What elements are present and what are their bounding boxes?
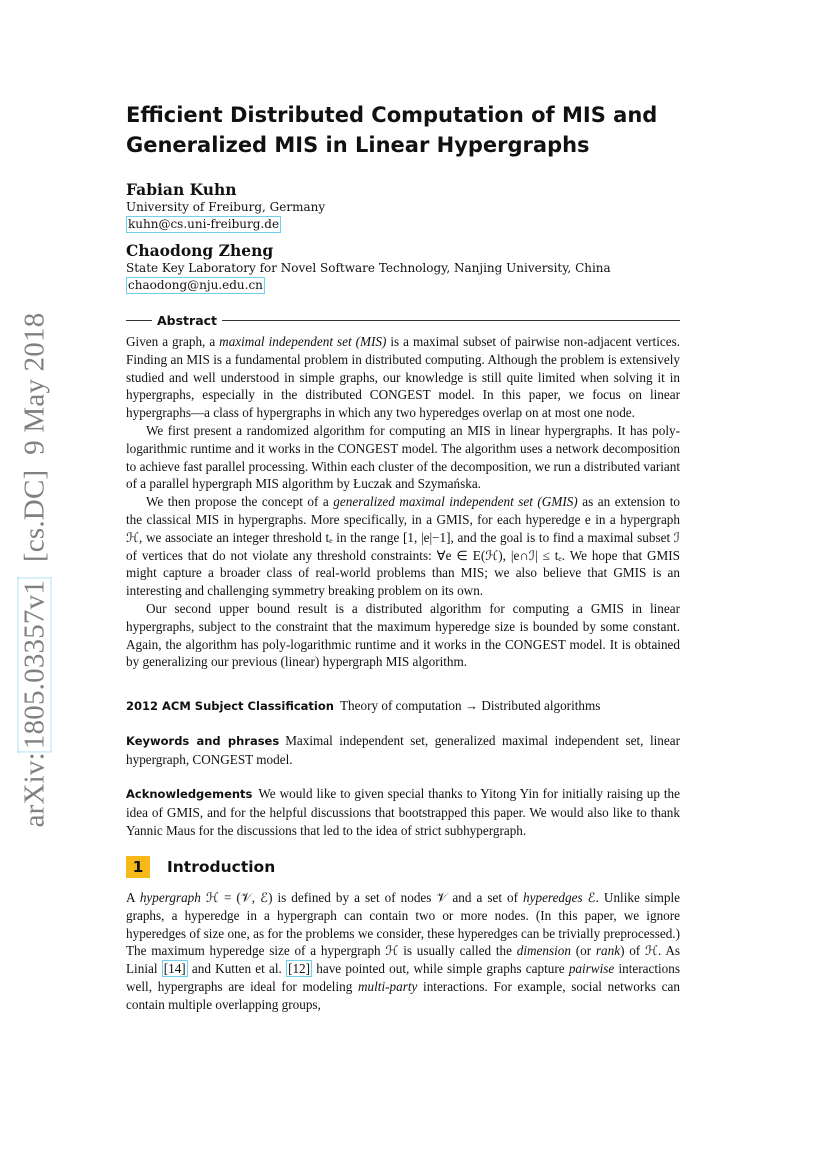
acknowledgements (126, 785, 680, 839)
text-run: ) of ℋ. As Linial (126, 943, 680, 977)
text-run: (or (570, 943, 596, 959)
arxiv-category-date: [cs.DC] 9 May 2018 (18, 312, 51, 577)
text-run: Given a graph, a (126, 334, 220, 349)
section-number: 1 (126, 856, 150, 878)
text-run: interactions. For example, social networks can contain multiple overlapping groups, (126, 978, 680, 1012)
emphasis: multi-party (358, 978, 418, 994)
text-run: ℰ. Unlike simple graphs, a hyperedge in a hypergraph can contain two or more nodes. (In this paper, we ignore hyperedges of size one, as for the problems we consider, these hyperedges can be trivially preprocessed.) The maximum hyperedge size of a hypergraph ℋ is usually called the (126, 890, 680, 959)
acknowledgements-label: Acknowledgements (126, 787, 253, 801)
acm-classification (126, 697, 680, 716)
author-affiliation: University of Freiburg, Germany (126, 200, 326, 214)
abstract-rule (222, 320, 680, 321)
text-run: We then propose the concept of a (146, 494, 334, 510)
text-run: is a maximal subset of pairwise non-adjacent vertices. Finding an MIS is a fundamental problem in distributed computing. Although the problem is extensively studied and well understood in simple graphs, our knowledge is still quite limited when solving it in hypergraphs, especially in the distributed CONGEST model. In this paper, we focus on linear hypergraphs—a class of hypergraphs in which any two hyperedges overlap on at most one node. (126, 334, 680, 421)
title-line-1: Efficient Distributed Computation of MIS and (126, 103, 658, 127)
section-heading (126, 855, 275, 879)
text-run: ℋ = (𝒱, ℰ) is defined by a set of nodes 𝒱 and a set of (200, 890, 524, 905)
intro-paragraph (126, 889, 680, 1014)
section-title: Introduction (167, 858, 276, 876)
title-line-2: Generalized MIS in Linear Hypergraphs (126, 133, 590, 157)
author-email-link[interactable]: chaodong@nju.edu.cn (128, 278, 263, 292)
acm-text: Theory of computation → Distributed algorithms (339, 698, 601, 713)
paper-title (126, 100, 680, 160)
text-run: as an extension to the classical MIS in hypergraphs. More specifically, in a GMIS, for each hyperedge e in a hypergraph ℋ, we associate an integer threshold tₑ in the range [1, |e|−1], and the goal is to find a maximal subset ℐ of vertices that do not violate any threshold constraints: ∀e ∈ E(ℋ), |e∩ℐ| ≤ tₑ. We hope that GMIS might capture a broader class of real-world problems than MIS; we also believe that GMIS is an interesting and challenging symmetry breaking problem on its own. (126, 494, 681, 599)
emphasis: hypergraph (139, 890, 201, 905)
abstract-paragraph: Our second upper bound result is a distributed algorithm for computing a GMIS in linear hypergraphs, subject to the constraint that the maximum hyperedge size is bounded by some constant. Again, the algorithm has poly-logarithmic runtime and it works in the CONGEST model. It is obtained by generalizing our previous (linear) hypergraph MIS algorithm. (126, 600, 680, 670)
author-name: Chaodong Zheng (126, 241, 274, 260)
author-email-link[interactable]: kuhn@cs.uni-freiburg.de (128, 217, 280, 231)
abstract-heading (126, 312, 680, 328)
acknowledgements-text: We would like to given special thanks to Yitong Yin for initially raising up the idea of GMIS, and for the helpful discussions that bootstrapped this paper. We would also like to thank Yannic Maus for the discussions that led to the idea of strict subhypergraph. (126, 786, 680, 838)
text-run: A (126, 890, 140, 905)
keywords-text: Maximal independent set, generalized maximal independent set, linear hypergraph, CONGEST model. (126, 733, 680, 767)
arxiv-stamp (19, 313, 52, 828)
arxiv-id-link[interactable]: 1805.03357v1 (18, 577, 52, 752)
emphasis: rank (595, 943, 621, 959)
abstract-dash (126, 320, 152, 321)
acm-label: 2012 ACM Subject Classification (126, 699, 334, 713)
text-run: have pointed out, while simple graphs capture (312, 961, 569, 977)
citation-link[interactable]: [12] (288, 961, 311, 977)
emphasis: pairwise (568, 961, 615, 977)
abstract-body (126, 333, 680, 671)
arxiv-prefix: arXiv: (18, 752, 51, 828)
emphasis: generalized maximal independent set (GMIS) (333, 494, 578, 510)
keywords-label: Keywords and phrases (126, 734, 280, 748)
abstract-paragraph: We first present a randomized algorithm for computing an MIS in linear hypergraphs. It has poly-logarithmic runtime and it works in the CONGEST model. The algorithm uses a network decomposition to achieve fast parallel processing. Within each cluster of the decomposition, we run a distributed variant of a parallel hypergraph MIS algorithm by Łuczak and Szymańska. (126, 422, 680, 492)
emphasis: maximal independent set (MIS) (219, 334, 387, 349)
emphasis: hyperedges (523, 890, 583, 905)
text-run: interactions well, hypergraphs are ideal for modeling (126, 961, 680, 994)
author-affiliation: State Key Laboratory for Novel Software Technology, Nanjing University, China (126, 261, 611, 275)
text-run: and Kutten et al. (187, 961, 287, 977)
abstract-paragraph (126, 333, 680, 422)
abstract-label: Abstract (157, 312, 218, 328)
abstract-paragraph (126, 493, 680, 600)
author-name: Fabian Kuhn (126, 180, 237, 199)
citation-link[interactable]: [14] (163, 961, 186, 977)
arxiv-sidebar (18, 312, 52, 828)
emphasis: dimension (516, 943, 571, 959)
keywords (126, 732, 680, 769)
